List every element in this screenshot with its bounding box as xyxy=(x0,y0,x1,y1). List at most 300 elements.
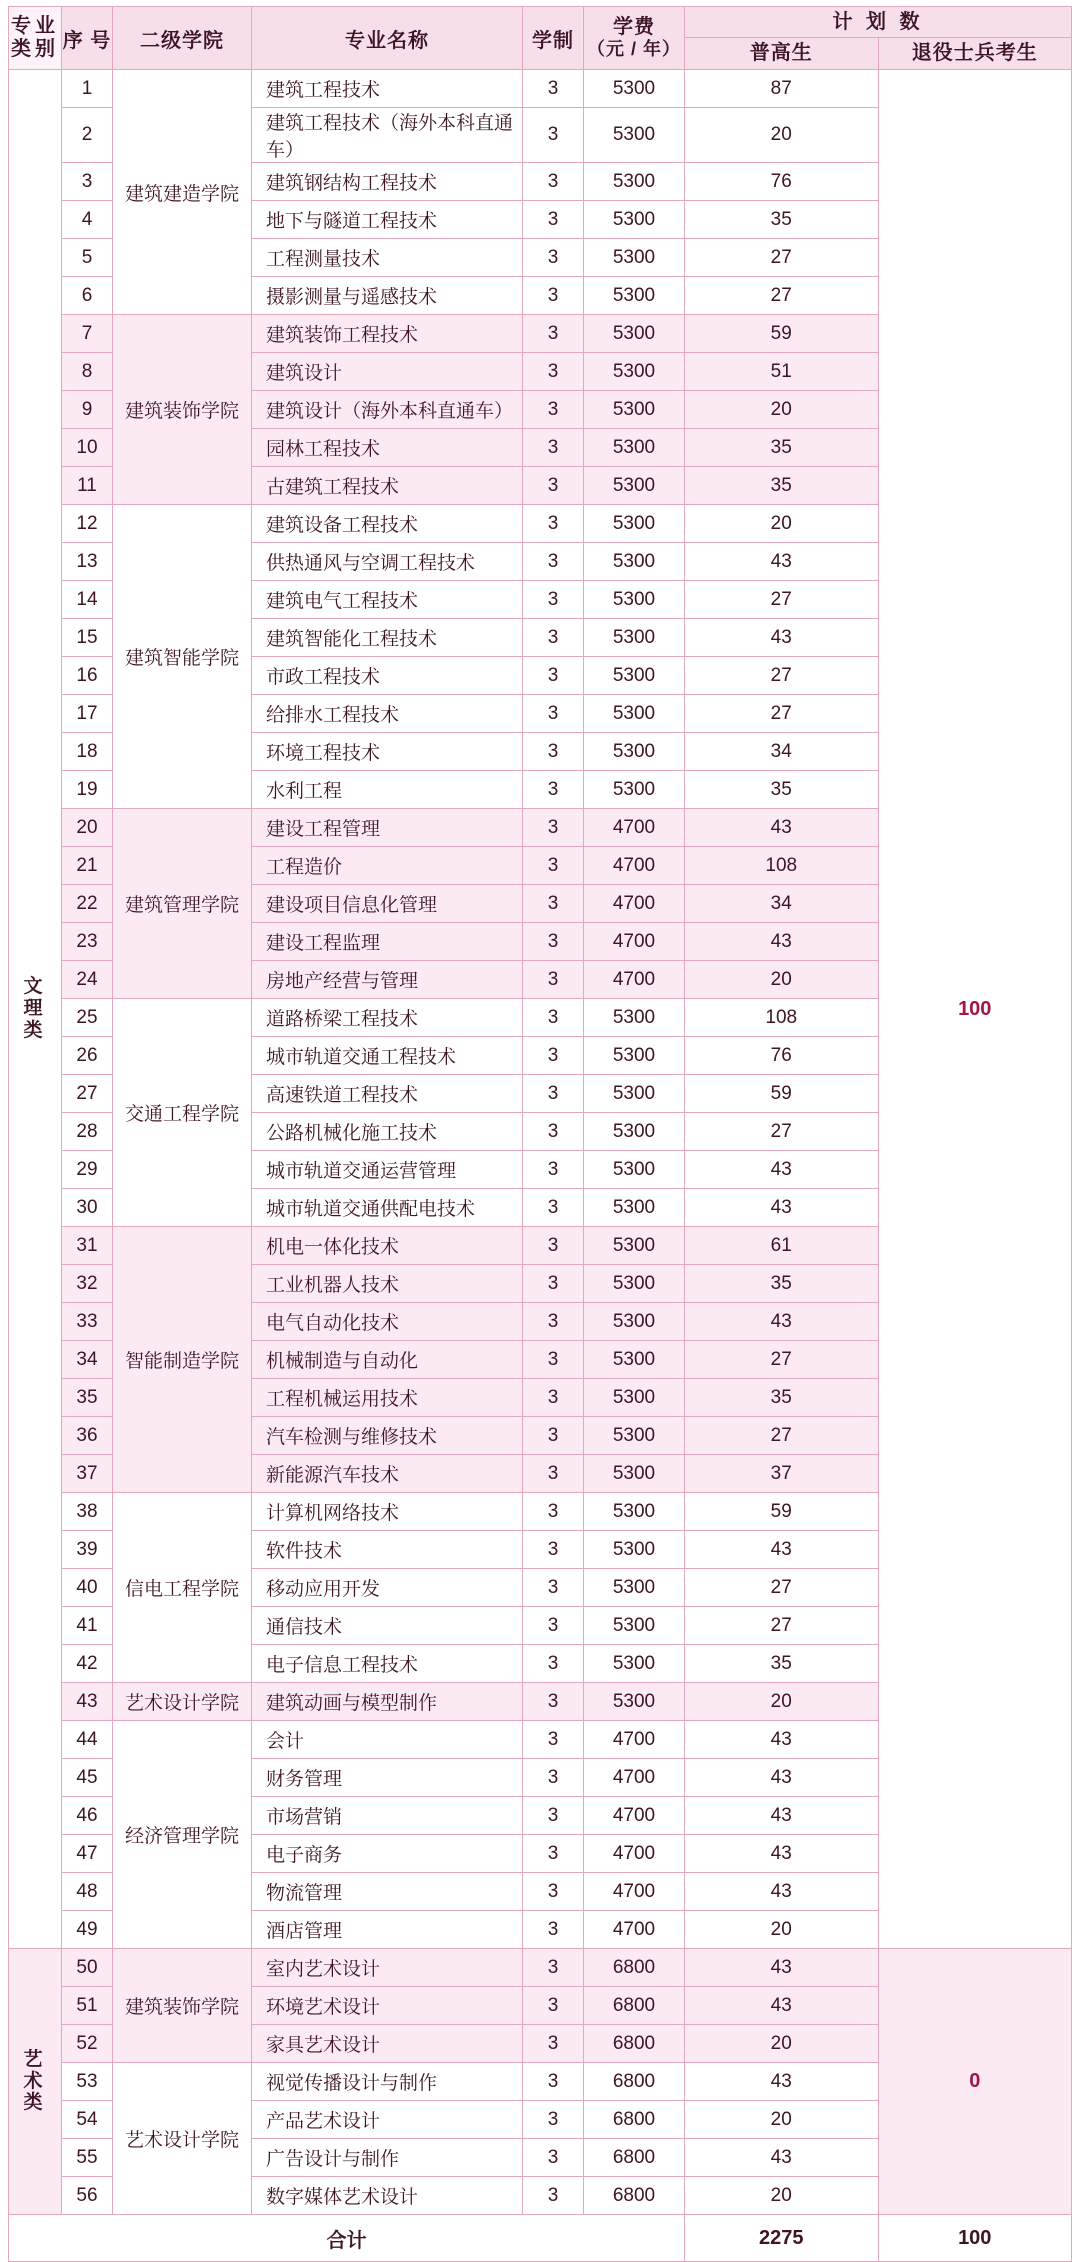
tuition-fee: 6800 xyxy=(584,2139,685,2177)
row-index: 26 xyxy=(62,1037,113,1075)
study-years: 3 xyxy=(523,505,584,543)
tuition-fee: 5300 xyxy=(584,619,685,657)
tuition-fee: 4700 xyxy=(584,1759,685,1797)
study-years: 3 xyxy=(523,733,584,771)
header-plan-group-title: 计 划 数 xyxy=(685,7,1071,38)
major-name: 建筑工程技术 xyxy=(252,70,523,108)
major-name: 工程造价 xyxy=(252,847,523,885)
plan-general: 43 xyxy=(685,1189,879,1227)
study-years: 3 xyxy=(523,1607,584,1645)
major-name: 汽车检测与维修技术 xyxy=(252,1417,523,1455)
major-name: 建筑动画与模型制作 xyxy=(252,1683,523,1721)
study-years: 3 xyxy=(523,2177,584,2215)
header-index-line1: 序 xyxy=(62,29,84,52)
major-name: 建筑工程技术（海外本科直通车） xyxy=(252,108,523,163)
header-index-line2: 号 xyxy=(90,29,112,52)
row-index: 2 xyxy=(62,108,113,163)
study-years: 3 xyxy=(523,353,584,391)
total-label: 合计 xyxy=(9,2215,685,2262)
study-years: 3 xyxy=(523,1835,584,1873)
header-plan-group xyxy=(685,7,1072,70)
major-name: 工程机械运用技术 xyxy=(252,1379,523,1417)
college-cell: 建筑建造学院 xyxy=(113,70,252,315)
major-name: 移动应用开发 xyxy=(252,1569,523,1607)
plan-general: 87 xyxy=(685,70,879,108)
college-cell: 智能制造学院 xyxy=(113,1227,252,1493)
category-char: 艺 xyxy=(23,2048,47,2070)
study-years: 3 xyxy=(523,1531,584,1569)
row-index: 34 xyxy=(62,1341,113,1379)
plan-general: 27 xyxy=(685,695,879,733)
plan-general: 20 xyxy=(685,2101,879,2139)
major-name: 建设工程监理 xyxy=(252,923,523,961)
tuition-fee: 4700 xyxy=(584,923,685,961)
major-name: 电子商务 xyxy=(252,1835,523,1873)
plan-general: 27 xyxy=(685,657,879,695)
major-name: 机械制造与自动化 xyxy=(252,1341,523,1379)
major-name: 建设工程管理 xyxy=(252,809,523,847)
row-index: 51 xyxy=(62,1987,113,2025)
row-index: 41 xyxy=(62,1607,113,1645)
row-index: 54 xyxy=(62,2101,113,2139)
study-years: 3 xyxy=(523,619,584,657)
header-fee-line2: （元 / 年） xyxy=(586,39,681,60)
total-plan-veteran: 100 xyxy=(878,2215,1072,2262)
category-char: 理 xyxy=(23,998,47,1020)
study-years: 3 xyxy=(523,429,584,467)
tuition-fee: 6800 xyxy=(584,2063,685,2101)
major-name: 电子信息工程技术 xyxy=(252,1645,523,1683)
tuition-fee: 5300 xyxy=(584,1075,685,1113)
study-years: 3 xyxy=(523,543,584,581)
tuition-fee: 5300 xyxy=(584,1189,685,1227)
study-years: 3 xyxy=(523,2025,584,2063)
tuition-fee: 5300 xyxy=(584,201,685,239)
plan-general: 59 xyxy=(685,315,879,353)
major-name: 通信技术 xyxy=(252,1607,523,1645)
major-name: 工程测量技术 xyxy=(252,239,523,277)
study-years: 3 xyxy=(523,961,584,999)
study-years: 3 xyxy=(523,1379,584,1417)
row-index: 46 xyxy=(62,1797,113,1835)
study-years: 3 xyxy=(523,1911,584,1949)
header-category xyxy=(9,7,62,70)
major-name: 水利工程 xyxy=(252,771,523,809)
major-name: 家具艺术设计 xyxy=(252,2025,523,2063)
study-years: 3 xyxy=(523,1987,584,2025)
major-name: 物流管理 xyxy=(252,1873,523,1911)
row-index: 15 xyxy=(62,619,113,657)
plan-general: 35 xyxy=(685,771,879,809)
major-name: 地下与隧道工程技术 xyxy=(252,201,523,239)
row-index: 29 xyxy=(62,1151,113,1189)
table-row xyxy=(9,70,1072,108)
major-name: 财务管理 xyxy=(252,1759,523,1797)
major-name: 计算机网络技术 xyxy=(252,1493,523,1531)
major-name: 道路桥梁工程技术 xyxy=(252,999,523,1037)
table-head xyxy=(9,7,1072,70)
major-name: 公路机械化施工技术 xyxy=(252,1113,523,1151)
study-years: 3 xyxy=(523,467,584,505)
plan-general: 27 xyxy=(685,1607,879,1645)
header-major: 专业名称 xyxy=(252,7,523,70)
major-name: 建筑设备工程技术 xyxy=(252,505,523,543)
plan-general: 35 xyxy=(685,467,879,505)
major-name: 建筑电气工程技术 xyxy=(252,581,523,619)
header-index xyxy=(62,7,113,70)
plan-general: 43 xyxy=(685,1987,879,2025)
plan-general: 35 xyxy=(685,429,879,467)
tuition-fee: 5300 xyxy=(584,391,685,429)
tuition-fee: 5300 xyxy=(584,771,685,809)
study-years: 3 xyxy=(523,1721,584,1759)
major-name: 建筑装饰工程技术 xyxy=(252,315,523,353)
study-years: 3 xyxy=(523,809,584,847)
college-cell: 信电工程学院 xyxy=(113,1493,252,1683)
plan-general: 20 xyxy=(685,1911,879,1949)
plan-general: 43 xyxy=(685,1759,879,1797)
header-row xyxy=(9,7,1072,70)
plan-general: 108 xyxy=(685,999,879,1037)
row-index: 40 xyxy=(62,1569,113,1607)
tuition-fee: 5300 xyxy=(584,1037,685,1075)
tuition-fee: 5300 xyxy=(584,1151,685,1189)
row-index: 33 xyxy=(62,1303,113,1341)
row-index: 11 xyxy=(62,467,113,505)
major-name: 建筑智能化工程技术 xyxy=(252,619,523,657)
major-name: 房地产经营与管理 xyxy=(252,961,523,999)
college-cell: 艺术设计学院 xyxy=(113,1683,252,1721)
row-index: 25 xyxy=(62,999,113,1037)
row-index: 20 xyxy=(62,809,113,847)
study-years: 3 xyxy=(523,70,584,108)
study-years: 3 xyxy=(523,315,584,353)
plan-general: 51 xyxy=(685,353,879,391)
plan-general: 43 xyxy=(685,2063,879,2101)
plan-general: 43 xyxy=(685,923,879,961)
plan-general: 37 xyxy=(685,1455,879,1493)
tuition-fee: 5300 xyxy=(584,1493,685,1531)
study-years: 3 xyxy=(523,581,584,619)
plan-general: 76 xyxy=(685,163,879,201)
plan-general: 20 xyxy=(685,2177,879,2215)
study-years: 3 xyxy=(523,108,584,163)
study-years: 3 xyxy=(523,885,584,923)
header-fee xyxy=(584,7,685,70)
category-char: 文 xyxy=(23,976,47,998)
row-index: 27 xyxy=(62,1075,113,1113)
row-index: 56 xyxy=(62,2177,113,2215)
major-name: 市政工程技术 xyxy=(252,657,523,695)
major-name: 建筑设计 xyxy=(252,353,523,391)
tuition-fee: 6800 xyxy=(584,1949,685,1987)
tuition-fee: 4700 xyxy=(584,1835,685,1873)
tuition-fee: 5300 xyxy=(584,1303,685,1341)
row-index: 39 xyxy=(62,1531,113,1569)
row-index: 31 xyxy=(62,1227,113,1265)
study-years: 3 xyxy=(523,1151,584,1189)
plan-general: 35 xyxy=(685,1265,879,1303)
tuition-fee: 5300 xyxy=(584,1113,685,1151)
plan-veteran: 100 xyxy=(878,70,1072,1949)
study-years: 3 xyxy=(523,1797,584,1835)
study-years: 3 xyxy=(523,1417,584,1455)
study-years: 3 xyxy=(523,1037,584,1075)
plan-general: 35 xyxy=(685,1645,879,1683)
tuition-fee: 5300 xyxy=(584,581,685,619)
college-cell: 建筑装饰学院 xyxy=(113,1949,252,2063)
tuition-fee: 5300 xyxy=(584,429,685,467)
row-index: 49 xyxy=(62,1911,113,1949)
plan-general: 20 xyxy=(685,2025,879,2063)
plan-general: 76 xyxy=(685,1037,879,1075)
tuition-fee: 4700 xyxy=(584,1721,685,1759)
study-years: 3 xyxy=(523,1265,584,1303)
header-category-line2: 类别 xyxy=(11,38,59,60)
row-index: 24 xyxy=(62,961,113,999)
major-name: 市场营销 xyxy=(252,1797,523,1835)
major-name: 酒店管理 xyxy=(252,1911,523,1949)
tuition-fee: 5300 xyxy=(584,70,685,108)
college-cell: 经济管理学院 xyxy=(113,1721,252,1949)
row-index: 53 xyxy=(62,2063,113,2101)
study-years: 3 xyxy=(523,239,584,277)
tuition-fee: 4700 xyxy=(584,809,685,847)
row-index: 5 xyxy=(62,239,113,277)
plan-general: 43 xyxy=(685,2139,879,2177)
row-index: 48 xyxy=(62,1873,113,1911)
plan-general: 43 xyxy=(685,619,879,657)
header-plan-general: 普高生 xyxy=(685,38,879,69)
study-years: 3 xyxy=(523,1075,584,1113)
study-years: 3 xyxy=(523,1493,584,1531)
study-years: 3 xyxy=(523,847,584,885)
plan-general: 35 xyxy=(685,201,879,239)
tuition-fee: 5300 xyxy=(584,1683,685,1721)
major-name: 供热通风与空调工程技术 xyxy=(252,543,523,581)
plan-general: 34 xyxy=(685,885,879,923)
study-years: 3 xyxy=(523,1569,584,1607)
major-name: 环境艺术设计 xyxy=(252,1987,523,2025)
total-plan-general: 2275 xyxy=(685,2215,879,2262)
study-years: 3 xyxy=(523,163,584,201)
major-name: 城市轨道交通运营管理 xyxy=(252,1151,523,1189)
major-name: 广告设计与制作 xyxy=(252,2139,523,2177)
college-cell: 建筑管理学院 xyxy=(113,809,252,999)
plan-general: 43 xyxy=(685,1303,879,1341)
college-cell: 建筑装饰学院 xyxy=(113,315,252,505)
row-index: 10 xyxy=(62,429,113,467)
tuition-fee: 5300 xyxy=(584,695,685,733)
plan-general: 43 xyxy=(685,1721,879,1759)
tuition-fee: 4700 xyxy=(584,847,685,885)
row-index: 12 xyxy=(62,505,113,543)
tuition-fee: 5300 xyxy=(584,1531,685,1569)
major-name: 数字媒体艺术设计 xyxy=(252,2177,523,2215)
enrollment-plan-table xyxy=(8,6,1072,2262)
plan-general: 35 xyxy=(685,1379,879,1417)
row-index: 9 xyxy=(62,391,113,429)
header-plan-veteran: 退役士兵考生 xyxy=(911,42,1038,64)
row-index: 18 xyxy=(62,733,113,771)
tuition-fee: 5300 xyxy=(584,543,685,581)
plan-veteran: 0 xyxy=(878,1949,1072,2215)
tuition-fee: 5300 xyxy=(584,277,685,315)
tuition-fee: 6800 xyxy=(584,2101,685,2139)
row-index: 4 xyxy=(62,201,113,239)
study-years: 3 xyxy=(523,695,584,733)
study-years: 3 xyxy=(523,1873,584,1911)
plan-general: 27 xyxy=(685,1113,879,1151)
major-name: 电气自动化技术 xyxy=(252,1303,523,1341)
tuition-fee: 5300 xyxy=(584,1455,685,1493)
row-index: 22 xyxy=(62,885,113,923)
row-index: 35 xyxy=(62,1379,113,1417)
plan-general: 20 xyxy=(685,1683,879,1721)
study-years: 3 xyxy=(523,2101,584,2139)
major-name: 建设项目信息化管理 xyxy=(252,885,523,923)
study-years: 3 xyxy=(523,277,584,315)
major-name: 城市轨道交通工程技术 xyxy=(252,1037,523,1075)
tuition-fee: 6800 xyxy=(584,2025,685,2063)
plan-general: 43 xyxy=(685,809,879,847)
row-index: 50 xyxy=(62,1949,113,1987)
tuition-fee: 5300 xyxy=(584,1645,685,1683)
tuition-fee: 5300 xyxy=(584,1607,685,1645)
tuition-fee: 4700 xyxy=(584,1797,685,1835)
plan-general: 27 xyxy=(685,277,879,315)
major-name: 环境工程技术 xyxy=(252,733,523,771)
tuition-fee: 5300 xyxy=(584,239,685,277)
plan-general: 27 xyxy=(685,239,879,277)
major-name: 古建筑工程技术 xyxy=(252,467,523,505)
plan-general: 43 xyxy=(685,1949,879,1987)
row-index: 44 xyxy=(62,1721,113,1759)
header-fee-line1: 学费 xyxy=(613,16,655,39)
plan-general: 27 xyxy=(685,1341,879,1379)
plan-general: 43 xyxy=(685,543,879,581)
major-name: 工业机器人技术 xyxy=(252,1265,523,1303)
plan-general: 59 xyxy=(685,1075,879,1113)
tuition-fee: 5300 xyxy=(584,1569,685,1607)
row-index: 6 xyxy=(62,277,113,315)
tuition-fee: 5300 xyxy=(584,467,685,505)
major-name: 机电一体化技术 xyxy=(252,1227,523,1265)
study-years: 3 xyxy=(523,1759,584,1797)
study-years: 3 xyxy=(523,771,584,809)
tuition-fee: 5300 xyxy=(584,505,685,543)
row-index: 36 xyxy=(62,1417,113,1455)
study-years: 3 xyxy=(523,1949,584,1987)
plan-general: 43 xyxy=(685,1873,879,1911)
header-category-line1: 专业 xyxy=(11,15,59,37)
college-cell: 交通工程学院 xyxy=(113,999,252,1227)
study-years: 3 xyxy=(523,201,584,239)
major-name: 给排水工程技术 xyxy=(252,695,523,733)
tuition-fee: 5300 xyxy=(584,999,685,1037)
row-index: 38 xyxy=(62,1493,113,1531)
plan-general: 20 xyxy=(685,391,879,429)
category-char: 术 xyxy=(23,2070,47,2092)
study-years: 3 xyxy=(523,1303,584,1341)
college-cell: 建筑智能学院 xyxy=(113,505,252,809)
college-cell: 艺术设计学院 xyxy=(113,2063,252,2215)
major-name: 软件技术 xyxy=(252,1531,523,1569)
tuition-fee: 5300 xyxy=(584,1265,685,1303)
major-name: 建筑设计（海外本科直通车） xyxy=(252,391,523,429)
study-years: 3 xyxy=(523,2139,584,2177)
major-name: 室内艺术设计 xyxy=(252,1949,523,1987)
tuition-fee: 5300 xyxy=(584,353,685,391)
major-name: 城市轨道交通供配电技术 xyxy=(252,1189,523,1227)
study-years: 3 xyxy=(523,1455,584,1493)
row-index: 14 xyxy=(62,581,113,619)
tuition-fee: 5300 xyxy=(584,1417,685,1455)
major-name: 视觉传播设计与制作 xyxy=(252,2063,523,2101)
header-college: 二级学院 xyxy=(113,7,252,70)
row-index: 55 xyxy=(62,2139,113,2177)
tuition-fee: 5300 xyxy=(584,657,685,695)
major-name: 会计 xyxy=(252,1721,523,1759)
plan-general: 27 xyxy=(685,1569,879,1607)
study-years: 3 xyxy=(523,923,584,961)
row-index: 52 xyxy=(62,2025,113,2063)
tuition-fee: 4700 xyxy=(584,1873,685,1911)
major-name: 高速铁道工程技术 xyxy=(252,1075,523,1113)
tuition-fee: 5300 xyxy=(584,108,685,163)
plan-general: 34 xyxy=(685,733,879,771)
row-index: 42 xyxy=(62,1645,113,1683)
plan-general: 20 xyxy=(685,505,879,543)
table-row xyxy=(9,1949,1072,1987)
row-index: 43 xyxy=(62,1683,113,1721)
row-index: 28 xyxy=(62,1113,113,1151)
row-index: 32 xyxy=(62,1265,113,1303)
tuition-fee: 6800 xyxy=(584,2177,685,2215)
study-years: 3 xyxy=(523,1341,584,1379)
tuition-fee: 5300 xyxy=(584,1379,685,1417)
plan-general: 43 xyxy=(685,1835,879,1873)
row-index: 1 xyxy=(62,70,113,108)
plan-general: 20 xyxy=(685,961,879,999)
row-index: 3 xyxy=(62,163,113,201)
table-body xyxy=(9,70,1072,2262)
header-years: 学制 xyxy=(523,7,584,70)
study-years: 3 xyxy=(523,1189,584,1227)
row-index: 17 xyxy=(62,695,113,733)
category-cell xyxy=(9,70,62,1949)
major-name: 摄影测量与遥感技术 xyxy=(252,277,523,315)
tuition-fee: 6800 xyxy=(584,1987,685,2025)
row-index: 37 xyxy=(62,1455,113,1493)
major-name: 园林工程技术 xyxy=(252,429,523,467)
study-years: 3 xyxy=(523,1683,584,1721)
plan-general: 20 xyxy=(685,108,879,163)
plan-general: 43 xyxy=(685,1531,879,1569)
row-index: 47 xyxy=(62,1835,113,1873)
tuition-fee: 4700 xyxy=(584,885,685,923)
major-name: 新能源汽车技术 xyxy=(252,1455,523,1493)
row-index: 13 xyxy=(62,543,113,581)
major-name: 建筑钢结构工程技术 xyxy=(252,163,523,201)
tuition-fee: 5300 xyxy=(584,733,685,771)
row-index: 23 xyxy=(62,923,113,961)
tuition-fee: 5300 xyxy=(584,1227,685,1265)
study-years: 3 xyxy=(523,1227,584,1265)
tuition-fee: 5300 xyxy=(584,163,685,201)
major-name: 产品艺术设计 xyxy=(252,2101,523,2139)
plan-general: 27 xyxy=(685,1417,879,1455)
